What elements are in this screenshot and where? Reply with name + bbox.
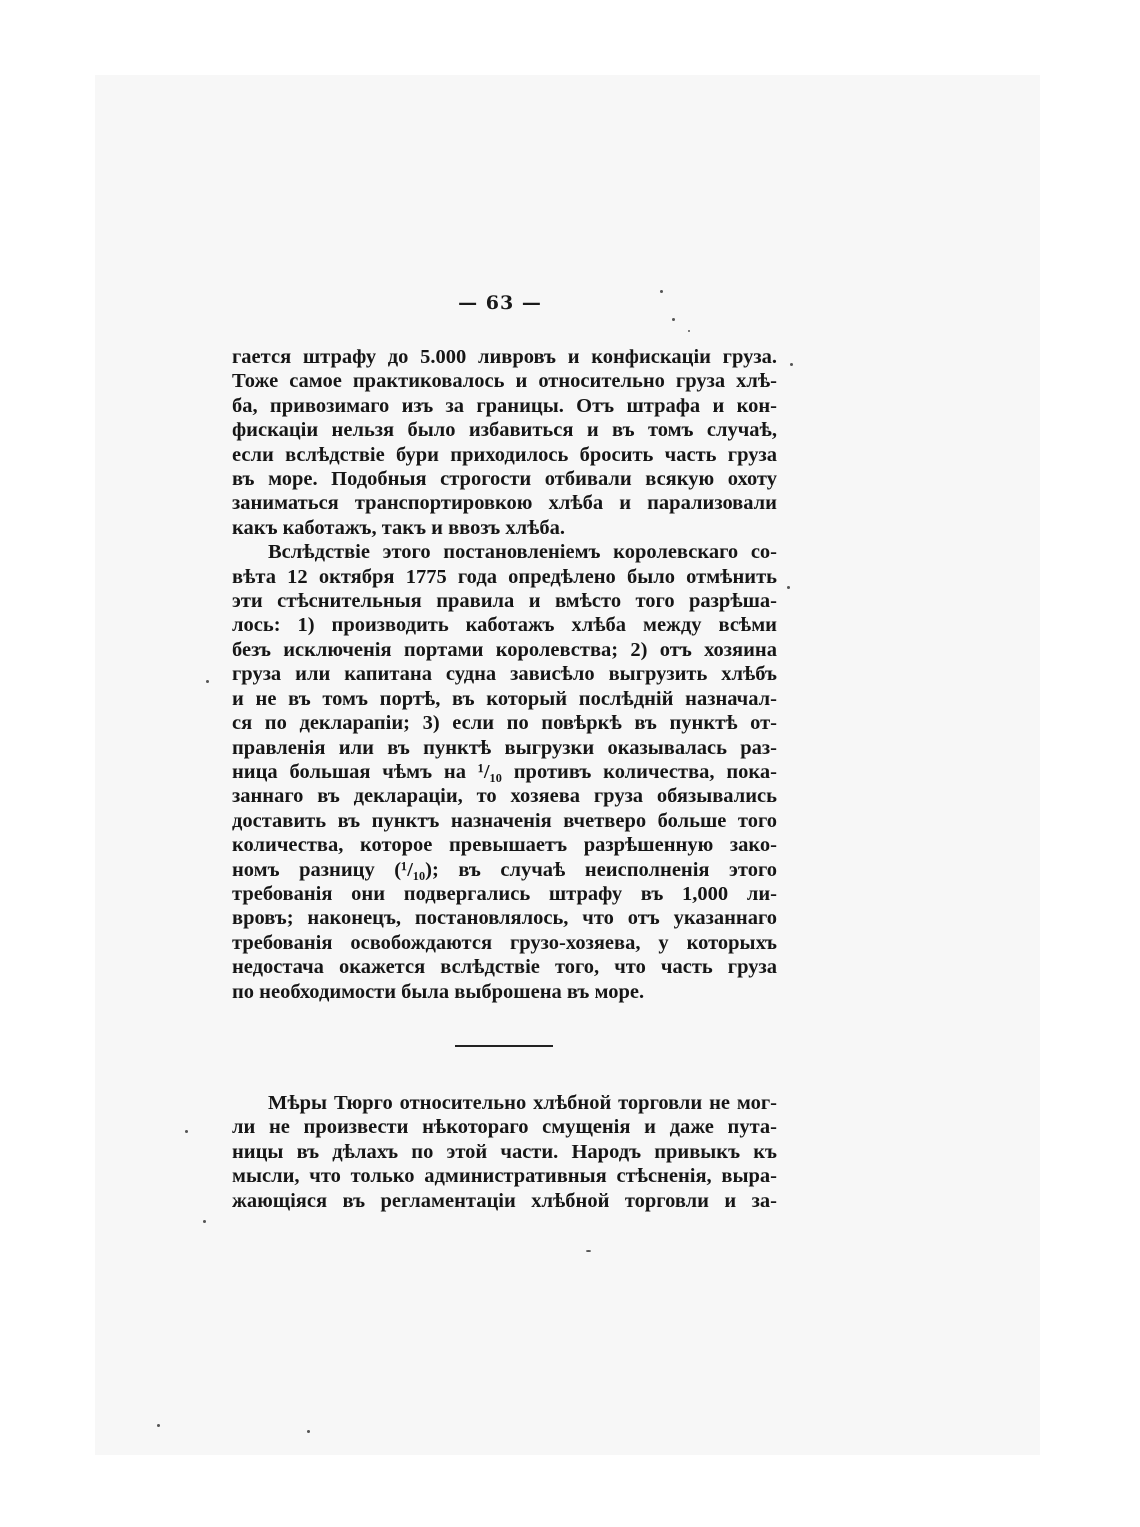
text-line: доставить въ пунктъ назначенія вчетверо больше того: [232, 809, 777, 832]
text-line: гается штрафу до 5.000 ливровъ и конфискаціи груза.: [232, 346, 777, 368]
scan-speck: [185, 1130, 188, 1133]
text-line: Мѣры Тюрго относительно хлѣбной торговли не мог-: [268, 1092, 777, 1114]
text-line: фискаціи нельзя было избавиться и въ томъ случаѣ,: [232, 419, 777, 442]
text-line: заниматься транспортировкою хлѣба и парализовали: [232, 492, 777, 515]
text-line: эти стѣснительныя правила и вмѣсто того разрѣша-: [232, 590, 777, 613]
text-line: недостача окажется вслѣдствіе того, что часть груза: [232, 956, 777, 979]
text-line: лось: 1) производить каботажъ хлѣба между всѣми: [232, 614, 777, 637]
text-line: количества, которое превышаетъ разрѣшенную зако-: [232, 834, 777, 857]
paragraph-block-next: [232, 1091, 777, 1213]
scan-speck: [586, 1250, 591, 1252]
text-line: требованія освобождаются грузо-хозяева, у которыхъ: [232, 931, 777, 954]
text-line: мысли, что только административныя стѣсненія, выра-: [232, 1165, 777, 1188]
text-line: груза или капитана судна зависѣло выгрузить хлѣбъ: [232, 663, 777, 686]
scan-speck: [206, 680, 209, 683]
scan-speck: [660, 290, 663, 293]
text-line: въ море. Подобныя строгости отбивали всякую охоту: [232, 468, 777, 491]
scan-speck: [203, 1220, 206, 1223]
text-line: какъ каботажъ, такъ и ввозъ хлѣба.: [232, 516, 566, 539]
scan-speck: [787, 586, 790, 589]
text-line: безъ исключенія портами королевства; 2) отъ хозяина: [232, 638, 777, 661]
text-line: правленія или въ пунктѣ выгрузки оказывалась раз-: [232, 736, 777, 759]
text-line: ли не произвести нѣкотораго смущенія и даже пута-: [232, 1116, 777, 1139]
scan-speck: [307, 1430, 310, 1433]
section-divider: [455, 1045, 553, 1047]
text-line: и не въ томъ портѣ, въ который послѣдній назначал-: [232, 687, 777, 710]
text-line: ница большая чѣмъ на ¹/₁₀ противъ количества, пока-: [232, 760, 777, 783]
page-number: — 63 —: [458, 292, 542, 314]
scan-speck: [157, 1424, 160, 1427]
text-line: если вслѣдствіе бури приходилось бросить часть груза: [232, 443, 777, 466]
scan-speck: [688, 330, 690, 332]
text-line: вровъ; наконецъ, постановлялось, что отъ указаннаго: [232, 907, 777, 930]
text-line: вѣта 12 октября 1775 года опредѣлено было отмѣнить: [232, 565, 777, 588]
text-line: заннаго въ деклараціи, то хозяева груза обязывались: [232, 785, 777, 808]
text-line: ницы въ дѣлахъ по этой части. Народъ привыкъ къ: [232, 1140, 777, 1163]
text-line: ба, привозимаго изъ за границы. Отъ штрафа и кон-: [232, 394, 777, 417]
text-line: требованія они подвергались штрафу въ 1,000 ли-: [232, 882, 777, 905]
text-line: Вслѣдствіе этого постановленіемъ королевскаго со-: [268, 541, 777, 564]
text-line: по необходимости была выброшена въ море.: [232, 980, 645, 1003]
text-line: ся по декларапіи; 3) если по повѣркѣ въ пунктѣ от-: [232, 712, 777, 735]
text-line: Тоже самое практиковалось и относительно груза хлѣ-: [232, 370, 777, 393]
text-line: жающіяся въ регламентаціи хлѣбной торговли и за-: [232, 1189, 777, 1212]
paragraph-block-main: [232, 345, 777, 1004]
scan-speck: [672, 318, 675, 321]
scan-speck: [790, 363, 793, 366]
text-line: номъ разницу (¹/₁₀); въ случаѣ неисполненія этого: [232, 858, 777, 881]
